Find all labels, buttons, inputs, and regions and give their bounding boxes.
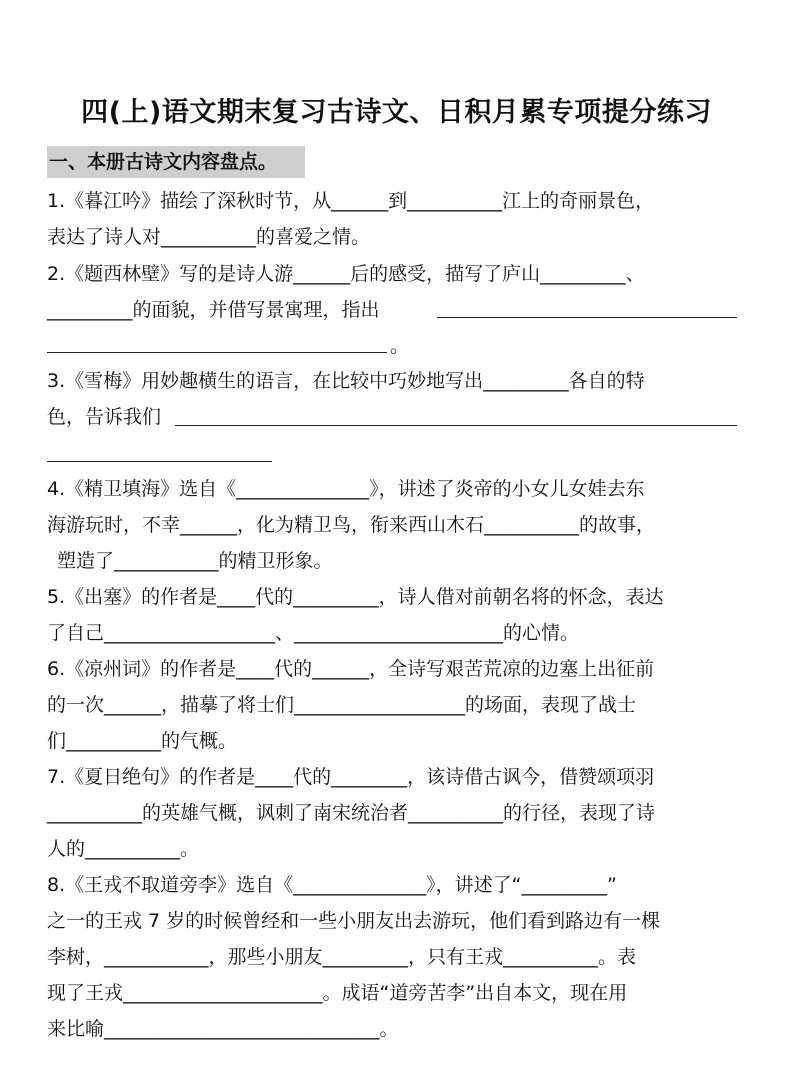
answer-blank[interactable] — [47, 352, 387, 353]
text-line: 李树，___________，那些小朋友_________，只有王戎__________。表 — [47, 946, 637, 968]
text-line: __________的英雄气概，讽刺了南宋统治者__________的行径，表现了诗 — [47, 802, 656, 824]
text-line: 的一次______，描摹了将士们__________________的场面，表现了战士 — [47, 694, 637, 716]
page-title: 四(上)语文期末复习古诗文、日积月累专项提分练习 — [81, 97, 712, 128]
text-line: 6.《凉州词》的作者是____代的______，全诗写艰苦荒凉的边塞上出征前 — [47, 658, 655, 680]
text-line: 之一的王戎 7 岁的时候曾经和一些小朋友出去游玩，他们看到路边有一棵 — [47, 910, 661, 932]
answer-blank[interactable] — [47, 461, 272, 462]
text-line: 1.《暮江吟》描绘了深秋时节，从______到__________江上的奇丽景色， — [47, 190, 655, 212]
text-line: 8.《王戎不取道旁李》选自《______________》，讲述了“_________” — [47, 874, 617, 896]
section-heading: 一、本册古诗文内容盘点。 — [47, 146, 305, 178]
text-line: 5.《出塞》的作者是____代的_________，诗人借对前朝名将的怀念，表达 — [47, 586, 664, 608]
text-line: 色，告诉我们 — [47, 406, 162, 428]
text-line: 现了王戎_____________________。成语“道旁苦李”出自本文，现在用 — [47, 982, 628, 1004]
text-line: 海游玩时，不幸______，化为精卫鸟，衔来西山木石__________的故事， — [47, 514, 656, 536]
text-line: 3.《雪梅》用妙趣横生的语言，在比较中巧妙地写出_________各自的特 — [47, 370, 645, 392]
text-line: 表达了诗人对__________的喜爱之情。 — [47, 226, 371, 248]
text-line: 7.《夏日绝句》的作者是____代的________，该诗借古讽今，借赞颂项羽 — [47, 766, 655, 788]
text-line: 来比喻_____________________________。 — [47, 1018, 399, 1040]
answer-blank[interactable] — [175, 425, 737, 426]
text-line: 们__________的气概。 — [47, 730, 238, 752]
text-line: 塑造了___________的精卫形象。 — [57, 550, 333, 572]
text-line: _________的面貌，并借写景寓理，指出 — [47, 299, 380, 321]
text-line: 2.《题西林壁》写的是诗人游______后的感受，描写了庐山_________、 — [47, 263, 645, 285]
text-line: 4.《精卫填海》选自《______________》，讲述了炎帝的小女儿女娃去东 — [47, 478, 645, 500]
answer-blank[interactable] — [437, 317, 737, 318]
text-line: 人的__________。 — [47, 838, 200, 860]
text-line: 。 — [390, 335, 410, 357]
text-line: 了自己__________________、______________________的心情。 — [47, 622, 580, 644]
